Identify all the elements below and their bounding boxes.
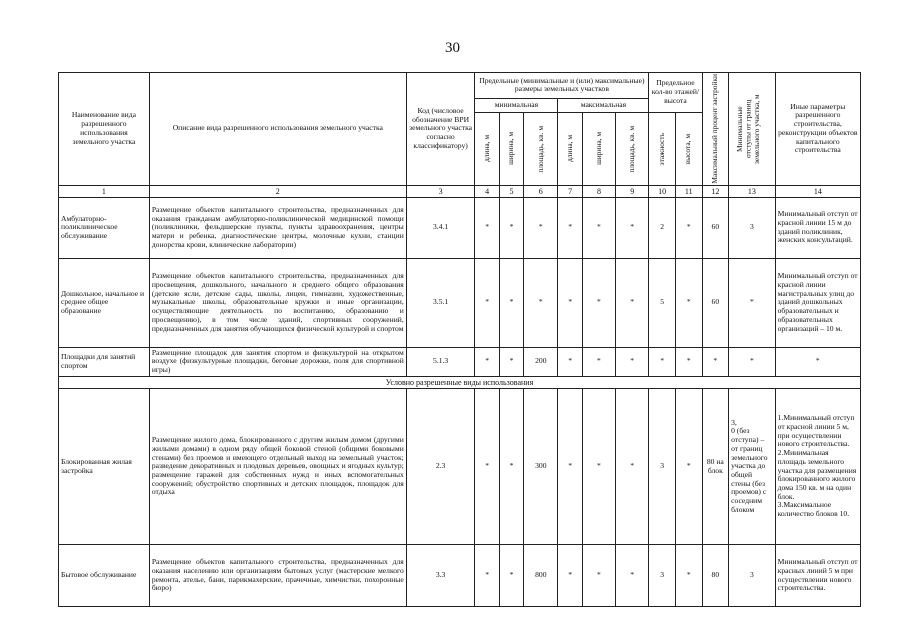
header-code: Код (числовое обозначение ВРИ земельного участка согласно классификатору) bbox=[406, 73, 475, 186]
row-description: Размещение объектов капитального строительства, предназначенных для просвещения, дошкольного, начального и среднего общего образования (детские ясли, детские сады, школы, лицеи, гимназии, художественные, музыкальные школы, образовательные кружки и иные организации, осуществляющие деятельность по воспитанию, образованию и просвещению), в том числе зданий, спортивных сооружений, предназначенных для занятия обучающихся физической культурой и спортом bbox=[149, 258, 406, 347]
cell-max-percent: 60 bbox=[702, 197, 729, 258]
row-name: Дошкольное, начальное и среднее общее образование bbox=[59, 258, 150, 347]
page-number: 30 bbox=[445, 40, 460, 56]
cell-min-width: * bbox=[499, 258, 523, 347]
cell-min-area: 200 bbox=[524, 347, 558, 376]
table-row bbox=[59, 545, 861, 607]
row-other: 1.Минимальный отступ от красной линии 5 м, при осуществлении нового строительства. 2.Минимальная площадь земельного участка для размещения блокированного жилого дома 150 кв. м на один блок. 3.Максимальное количество блоков 10. bbox=[775, 389, 860, 545]
cell-floors: 2 bbox=[649, 197, 676, 258]
header-min-length: длина, м bbox=[481, 135, 491, 163]
cell-floors: * bbox=[649, 347, 676, 376]
cell-min-setback: 3 bbox=[729, 197, 776, 258]
cell-floors: 3 bbox=[649, 389, 676, 545]
cell-max-width: * bbox=[582, 258, 615, 347]
cell-max-area: * bbox=[616, 197, 649, 258]
cell-min-length: * bbox=[475, 389, 499, 545]
cell-max-length: * bbox=[558, 347, 582, 376]
table-row bbox=[59, 347, 861, 376]
section-row bbox=[59, 376, 861, 388]
row-description: Размещение площадок для занятия спортом и физкультурой на открытом воздухе (физкультурные площадки, беговые дорожки, поля для спортивной игры) bbox=[149, 347, 406, 376]
row-code: 5.1.3 bbox=[406, 347, 475, 376]
cell-max-length: * bbox=[558, 197, 582, 258]
col-number: 11 bbox=[675, 185, 702, 197]
table-row bbox=[59, 258, 861, 347]
cell-max-area: * bbox=[616, 545, 649, 607]
cell-max-width: * bbox=[582, 197, 615, 258]
cell-min-width: * bbox=[499, 347, 523, 376]
cell-max-length: * bbox=[558, 545, 582, 607]
header-max-area: площадь, кв. м bbox=[626, 125, 636, 173]
row-other: Минимальный отступ от красной линии 15 м до зданий поликлиник, женских консультаций. bbox=[775, 197, 860, 258]
header-limits-group: Предельные (минимальные и (или) максимальные) размеры земельных участков bbox=[475, 73, 649, 99]
cell-floors: 5 bbox=[649, 258, 676, 347]
row-other: Минимальный отступ от красных линий 5 м при осуществлении нового строительства. bbox=[775, 545, 860, 607]
col-number: 7 bbox=[558, 185, 582, 197]
cell-min-area: 300 bbox=[524, 389, 558, 545]
row-other: * bbox=[775, 347, 860, 376]
col-number: 5 bbox=[499, 185, 523, 197]
col-number: 2 bbox=[149, 185, 406, 197]
cell-height: * bbox=[675, 389, 702, 545]
cell-max-area: * bbox=[616, 258, 649, 347]
cell-height: * bbox=[675, 545, 702, 607]
row-name: Бытовое обслуживание bbox=[59, 545, 150, 607]
cell-min-length: * bbox=[475, 258, 499, 347]
header-max-group: максимальная bbox=[558, 98, 649, 113]
cell-min-area: * bbox=[524, 197, 558, 258]
row-name: Амбулаторно-поликлиническое обслуживание bbox=[59, 197, 150, 258]
cell-min-width: * bbox=[499, 545, 523, 607]
row-description: Размещение объектов капитального строительства, предназначенных для оказания населению или организациям бытовых услуг (мастерские мелкого ремонта, ателье, бани, парикмахерские, прачечные, химчистки, похоронные бюро) bbox=[149, 545, 406, 607]
cell-floors: 3 bbox=[649, 545, 676, 607]
table-row bbox=[59, 197, 861, 258]
cell-height: * bbox=[675, 197, 702, 258]
cell-max-width: * bbox=[582, 545, 615, 607]
cell-max-percent: 80 bbox=[702, 545, 729, 607]
cell-min-setback: 3, 0 (без отступа) – от границ земельного участка до общей стены (без проемов) с соседним блоком bbox=[729, 389, 776, 545]
col-number: 9 bbox=[616, 185, 649, 197]
col-number: 12 bbox=[702, 185, 729, 197]
cell-max-percent: 80 на блок bbox=[702, 389, 729, 545]
cell-min-length: * bbox=[475, 197, 499, 258]
col-number: 3 bbox=[406, 185, 475, 197]
cell-max-width: * bbox=[582, 389, 615, 545]
header-min-setback: Минимальные отступы от границ земельного участка, м bbox=[734, 93, 761, 164]
col-number: 4 bbox=[475, 185, 499, 197]
cell-max-length: * bbox=[558, 258, 582, 347]
header-min-width: ширина, м bbox=[506, 132, 516, 166]
cell-height: * bbox=[675, 347, 702, 376]
header-name: Наименование вида разрешенного использования земельного участка bbox=[59, 73, 150, 186]
cell-max-area: * bbox=[616, 347, 649, 376]
col-number: 13 bbox=[729, 185, 776, 197]
cell-min-setback: * bbox=[729, 258, 776, 347]
cell-min-setback: * bbox=[729, 347, 776, 376]
row-name: Площадки для занятий спортом bbox=[59, 347, 150, 376]
cell-max-width: * bbox=[582, 347, 615, 376]
cell-min-width: * bbox=[499, 197, 523, 258]
cell-height: * bbox=[675, 258, 702, 347]
cell-min-length: * bbox=[475, 545, 499, 607]
header-max-length: длина, м bbox=[564, 135, 574, 163]
header-description: Описание вида разрешенного использования земельного участка bbox=[149, 73, 406, 186]
cell-min-length: * bbox=[475, 347, 499, 376]
header-min-group: минимальная bbox=[475, 98, 558, 113]
header-other: Иные параметры разрешенного строительства, реконструкции объектов капитального строительства bbox=[775, 73, 860, 186]
cell-min-area: 800 bbox=[524, 545, 558, 607]
section-title: Условно разрешенные виды использования bbox=[59, 376, 861, 388]
row-name: Блокированная жилая застройка bbox=[59, 389, 150, 545]
row-other: Минимальный отступ от красной линии магистральных улиц до зданий дошкольных образовательных и образовательных организаций – 10 м. bbox=[775, 258, 860, 347]
cell-min-width: * bbox=[499, 389, 523, 545]
cell-min-area: * bbox=[524, 258, 558, 347]
cell-min-setback: 3 bbox=[729, 545, 776, 607]
row-code: 3.3 bbox=[406, 545, 475, 607]
row-code: 2.3 bbox=[406, 389, 475, 545]
row-code: 3.4.1 bbox=[406, 197, 475, 258]
col-number: 8 bbox=[582, 185, 615, 197]
header-floors: этажность bbox=[656, 132, 666, 166]
col-number: 10 bbox=[649, 185, 676, 197]
header-floors-group: Предельное кол-во этажей/ высота bbox=[649, 73, 702, 113]
row-description: Размещение жилого дома, блокированного с другим жилым домом (другими жилыми домами) в одном ряду общей боковой стеной (общими боковыми стенами) без проемов и имеющего отдельный выход на земельный участок; разведение декоративных и плодовых деревьев, овощных и ягодных культур; размещение гаражей для собственных нужд и иных вспомогательных сооружений; обустройство спортивных и детских площадок, площадок для отдыха bbox=[149, 389, 406, 545]
col-number: 14 bbox=[775, 185, 860, 197]
table-row bbox=[59, 389, 861, 545]
cell-max-percent: 60 bbox=[702, 258, 729, 347]
cell-max-percent: * bbox=[702, 347, 729, 376]
header-height: высота, м bbox=[683, 133, 693, 164]
row-description: Размещение объектов капитального строительства, предназначенных для оказания гражданам амбулаторно-поликлинической медицинской помощи (поликлиники, фельдшерские пункты, пункты здравоохранения, центры матери и ребенка, диагностические центры, молочные кухни, станции донорства крови, клинические лаборатории) bbox=[149, 197, 406, 258]
header-min-area: площадь, кв. м bbox=[535, 125, 545, 173]
header-max-width: ширина, м bbox=[593, 132, 603, 166]
cell-max-length: * bbox=[558, 389, 582, 545]
cell-max-area: * bbox=[616, 389, 649, 545]
col-number: 1 bbox=[59, 185, 150, 197]
land-use-table bbox=[58, 72, 861, 607]
header-max-percent: Максимальный процент застройки bbox=[710, 74, 720, 184]
row-code: 3.5.1 bbox=[406, 258, 475, 347]
col-number: 6 bbox=[524, 185, 558, 197]
